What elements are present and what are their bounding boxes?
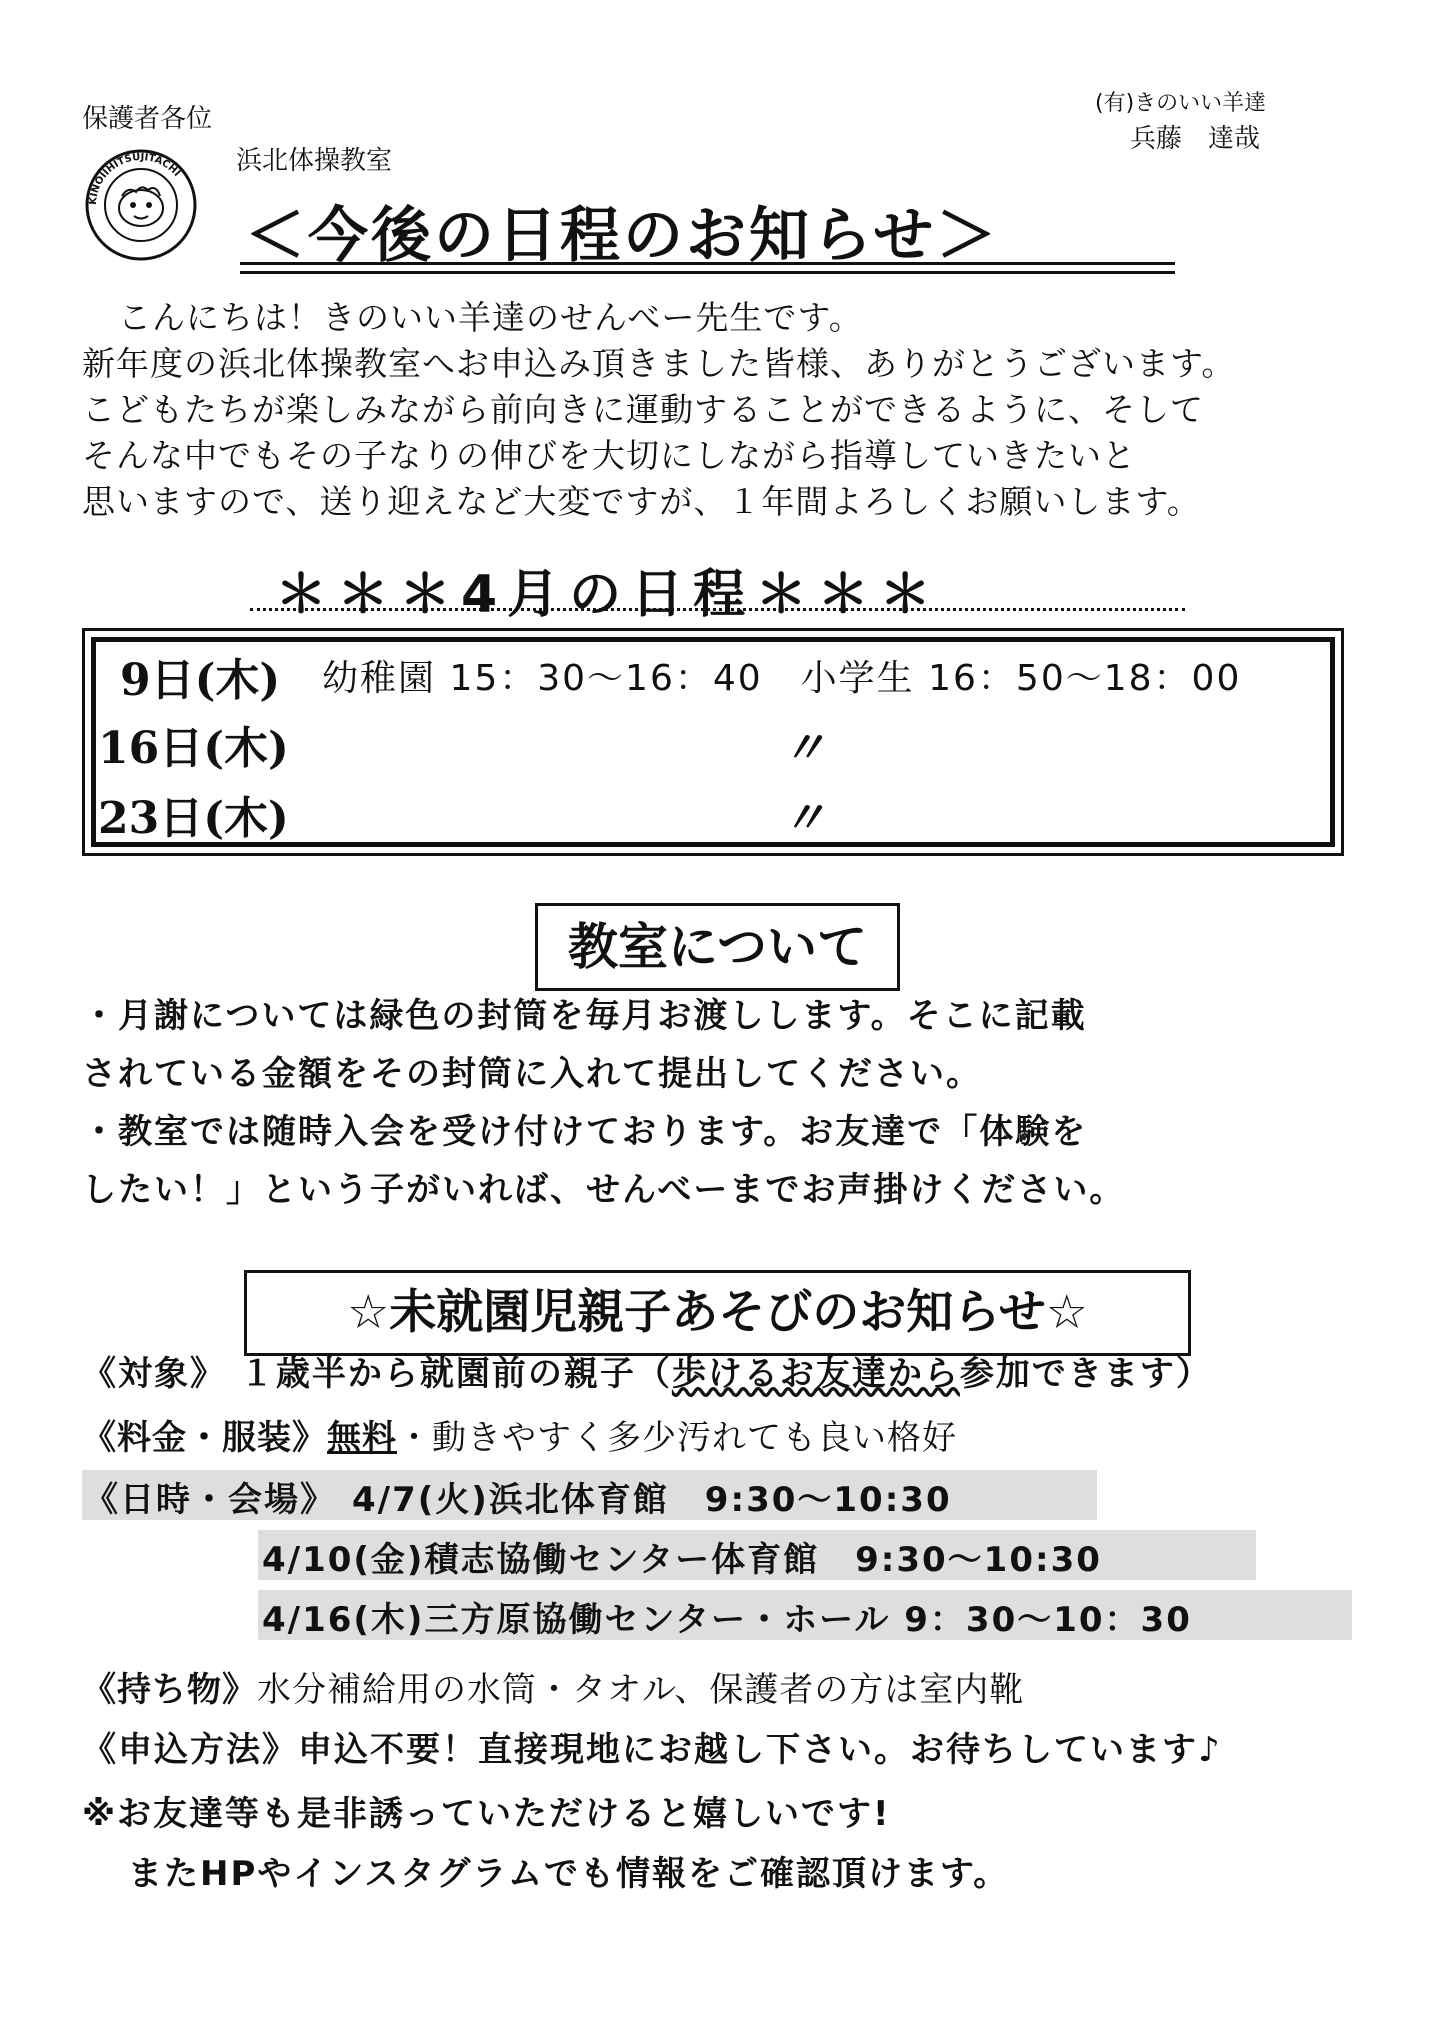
- items-text: 水分補給用の水筒・タオル、保護者の方は室内靴: [257, 1670, 1025, 1710]
- schedule-ditto: 〃: [782, 723, 826, 774]
- intro-line: そんな中でもその子なりの伸びを大切にしながら指導していきたいと: [82, 436, 1136, 475]
- date-label: 《日時・会場》: [84, 1480, 336, 1520]
- apply-row: [82, 1722, 1222, 1771]
- intro-line: 新年度の浜北体操教室へお申込み頂きました皆様、ありがとうございます。: [82, 344, 1236, 383]
- april-heading: ＊＊＊4月の日程＊＊＊: [275, 565, 942, 625]
- intro-line: 思いますので、送り迎えなど大変ですが、１年間よろしくお願いします。: [82, 482, 1201, 521]
- schedule-ditto: 〃: [782, 793, 826, 844]
- target-post: 参加できます）: [959, 1354, 1212, 1394]
- author-name: 兵藤 達哉: [1130, 124, 1261, 154]
- items-row: [82, 1662, 1024, 1711]
- fee-label: 《料金・服装》: [82, 1418, 327, 1458]
- classroom-line: したい！」という子がいれば、せんべーまでお声掛けください。: [82, 1170, 1126, 1210]
- target-pre: １歳半から就園前の親子（: [239, 1354, 672, 1394]
- classroom-name: 浜北体操教室: [236, 146, 393, 176]
- session-row: 4/10(金)積志協働センター体育館 9:30～10:30: [262, 1540, 1102, 1580]
- company-name: (有)きのいい羊達: [1095, 91, 1267, 116]
- apply-label: 《申込方法》: [82, 1730, 298, 1770]
- fee-free: 無料: [327, 1418, 397, 1458]
- target-emphasis: 歩けるお友達から: [671, 1354, 960, 1394]
- classroom-line: ・月謝については緑色の封筒を毎月お渡しします。そこに記載: [82, 996, 1087, 1036]
- sheep-logo-icon: [84, 148, 198, 262]
- recipient: 保護者各位: [82, 104, 213, 134]
- logo-ring-text: KINOIIHITSUJITACHI: [87, 151, 183, 206]
- schedule-day: 16日(木): [98, 723, 289, 774]
- session-row: 4/16(木)三方原協働センター・ホール 9：30～10：30: [262, 1600, 1192, 1640]
- items-label: 《持ち物》: [82, 1670, 257, 1710]
- target-label: 《対象》: [82, 1354, 226, 1394]
- svg-text:KINOIIHITSUJITACHI: [88, 152, 182, 205]
- note-line: またHPやインスタグラムでも情報をご確認頂けます。: [128, 1854, 1010, 1894]
- fee-rest: ・動きやすく多少汚れても良い格好: [397, 1418, 957, 1458]
- classroom-heading: 教室について: [535, 903, 900, 991]
- classroom-line: ・教室では随時入会を受け付けております。お友達で「体験を: [82, 1112, 1088, 1152]
- target-row: [82, 1346, 1212, 1395]
- schedule-times: 幼稚園 15：30～16：40 小学生 16：50～18：00: [322, 658, 1242, 699]
- oyako-heading: ☆未就園児親子あそびのお知らせ☆: [244, 1270, 1191, 1356]
- schedule-day: 9日(木): [120, 655, 281, 706]
- apply-text: 申込不要！直接現地にお越し下さい。お待ちしています♪: [298, 1730, 1222, 1770]
- classroom-line: されている金額をその封筒に入れて提出してください。: [82, 1054, 982, 1094]
- title-underline: [240, 262, 1175, 274]
- page-title: ＜今後の日程のお知らせ＞: [245, 201, 1000, 271]
- intro-line: こんにちは！きのいい羊達のせんべー先生です。: [118, 298, 863, 337]
- note-line: ※お友達等も是非誘っていただけると嬉しいです!: [82, 1794, 891, 1834]
- fee-row: [82, 1410, 957, 1459]
- april-heading-underline: [250, 608, 1185, 611]
- schedule-day: 23日(木): [98, 793, 289, 844]
- session-row: 4/7(火)浜北体育館 9:30～10:30: [352, 1480, 952, 1520]
- intro-line: こどもたちが楽しみながら前向きに運動することができるように、そして: [82, 390, 1204, 429]
